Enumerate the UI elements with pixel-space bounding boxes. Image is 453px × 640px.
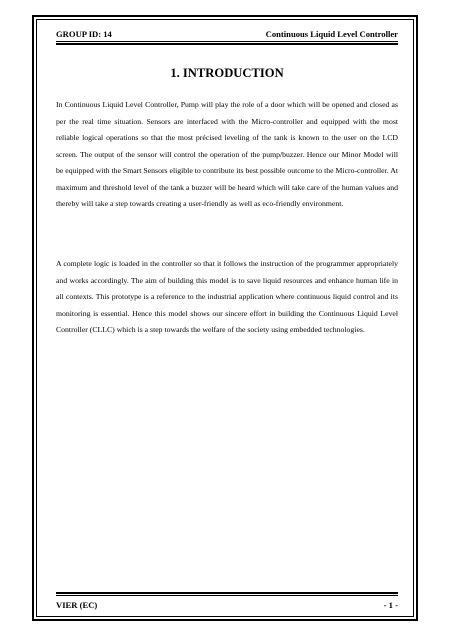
header-divider-thick [56,43,398,45]
page-header [56,27,398,41]
group-id: GROUP ID: 14 [56,29,112,39]
footer-divider-thick [56,592,398,594]
intro-paragraph-1: In Continuous Liquid Level Controller, Pump will play the role of a door which will be opened and closed as per the real time situation. Sensors are interfaced with the Micro-controller and equipped with the most reliable logical operations so that the most précised leveling of the tank is known to the user on the LCD screen. The output of the sensor will control the operation of the pump/buzzer. Hence our Minor Model will be equipped with the Smart Sensors eligible to contribute its best possible outcome to the Micro-controller. At maximum and threshold level of the tank a buzzer will be heard which will take care of the human values and thereby will take a step towards creating a user-friendly as well as eco-friendly environment. [56,100,398,208]
page-footer [56,598,398,612]
project-title: Continuous Liquid Level Controller [265,29,398,39]
section-title: 1. INTRODUCTION [170,66,284,80]
page-number: - 1 - [383,600,398,610]
footer-divider [56,595,398,596]
footer-label: VIER (EC) [56,600,98,610]
header-divider [56,41,398,42]
intro-paragraph-2: A complete logic is loaded in the controller so that it follows the instruction of the programmer appropriately and works accordingly. The aim of building this model is to save liquid resources and enhance human life in all contexts. This prototype is a reference to the industrial application where continuous liquid control and its monitoring is essential. Hence this model shows our sincere effort in building the Continuous Liquid Level Controller (CLLC) which is a step towards the welfare of the society using embedded technologies. [56,259,398,334]
